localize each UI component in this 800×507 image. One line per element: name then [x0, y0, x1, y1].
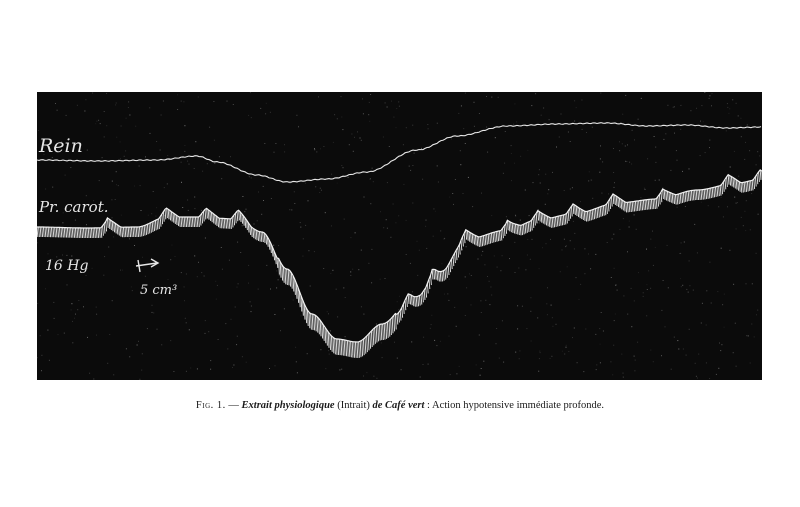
caption-title: Extrait physiologique — [241, 400, 335, 411]
kymograph-figure — [37, 92, 762, 380]
carotid-pressure-edge — [37, 170, 762, 342]
caption-rest: : Action hypotensive immédiate profonde. — [424, 400, 605, 411]
hg-scale-label: 16 Hg — [45, 258, 89, 274]
caption-product: Café vert — [385, 400, 425, 411]
rein-trace — [37, 123, 761, 183]
caption-fig-label: Fig. 1. — [195, 400, 226, 411]
pr-carot-label: Pr. carot. — [39, 198, 109, 216]
film-grain — [37, 92, 760, 380]
figure-caption — [0, 400, 800, 411]
injection-arrow-icon — [136, 259, 158, 272]
caption-dash: — — [225, 400, 242, 411]
caption-de: de — [372, 400, 386, 411]
injection-volume-label: 5 cm³ — [140, 283, 178, 298]
caption-paren: (Intrait) — [334, 400, 373, 411]
rein-label: Rein — [39, 135, 83, 157]
